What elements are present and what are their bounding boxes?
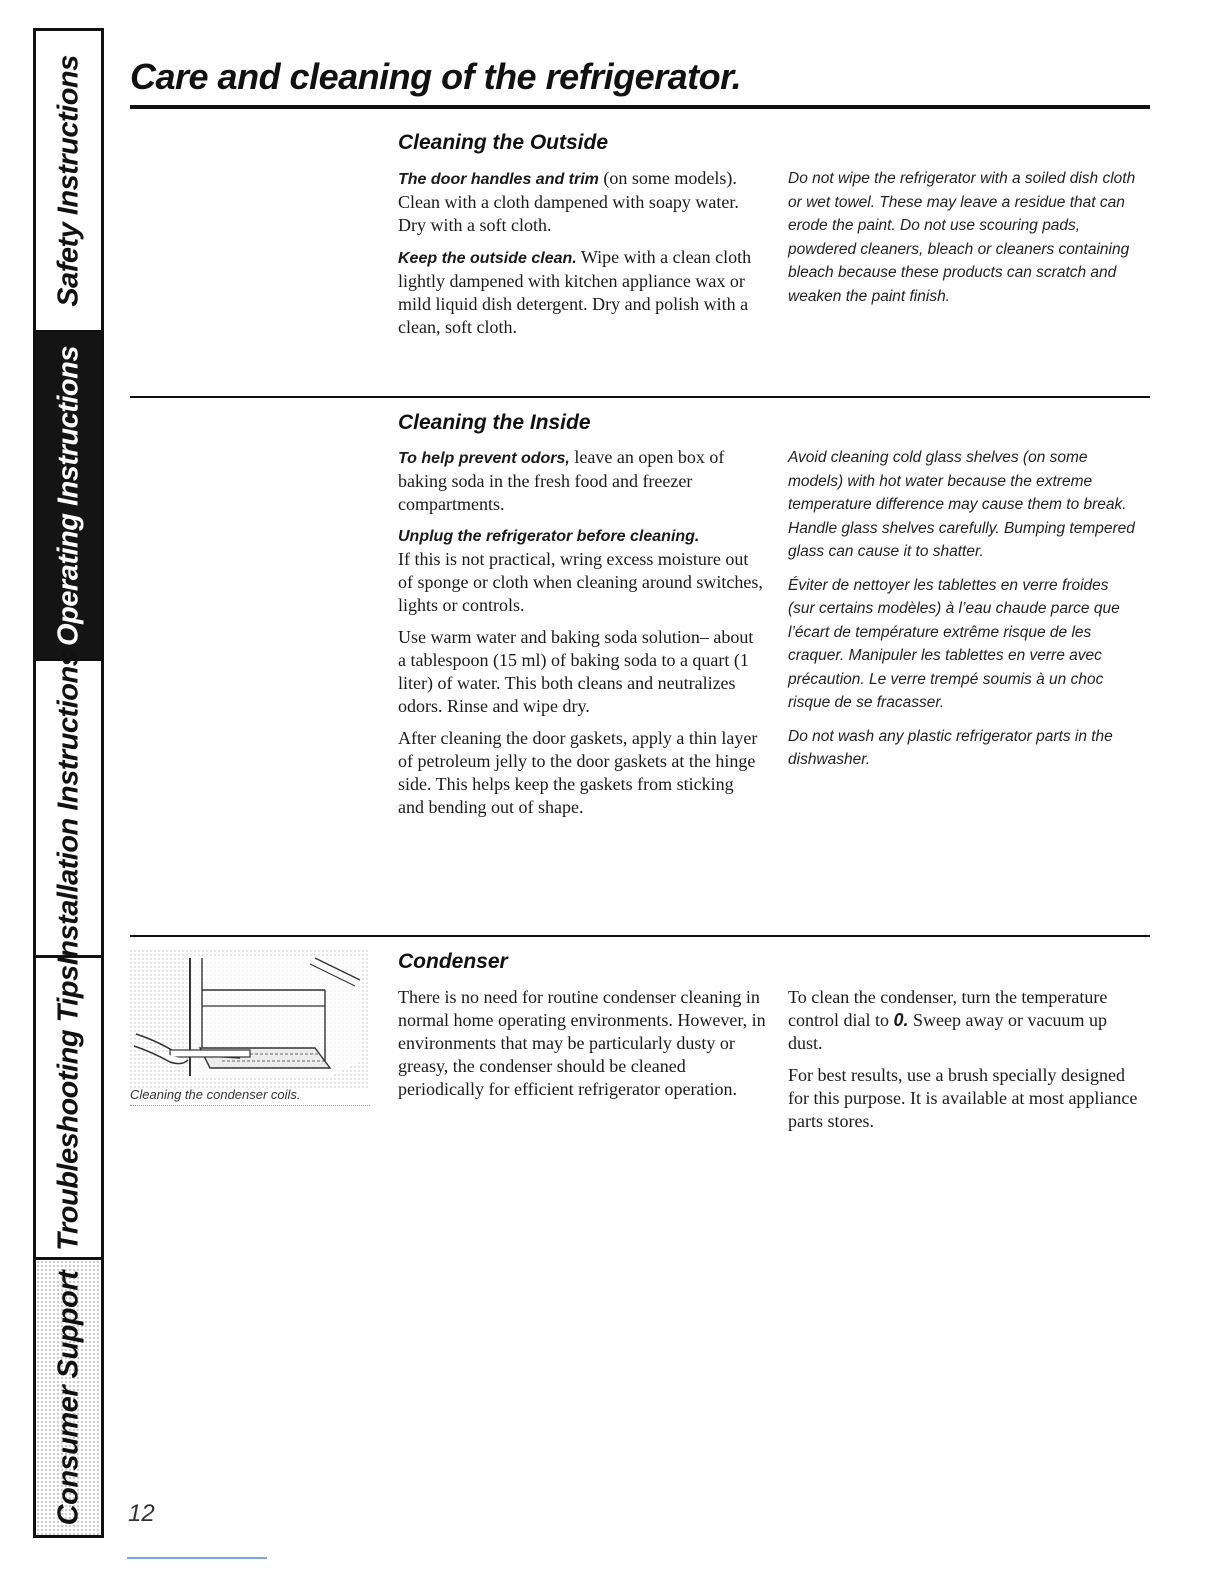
inside-note-1: Avoid cleaning cold glass shelves (on some models) with hot water because the extreme temperature difference may cause them to break. Handle glass shelves carefully. Bumping tempered glass can cause it to shatter. bbox=[788, 449, 1135, 560]
inside-paragraph-3: Use warm water and baking soda solution– about a tablespoon (15 ml) of baking soda to a quart (1 liter) of water. This both cleans and neutralizes odors. Rinse and wipe dry. bbox=[398, 627, 754, 716]
outside-p1-text: (on some models). Clean with a cloth dampened with soapy water. Dry with a soft cloth. bbox=[398, 168, 739, 235]
condenser-p2-pre: To clean the condenser, turn the temperature control dial to bbox=[788, 987, 1108, 1030]
section-divider bbox=[130, 935, 1150, 937]
inside-note-3: Do not wash any plastic refrigerator parts in the dishwasher. bbox=[788, 727, 1113, 768]
inside-body bbox=[398, 446, 763, 828]
outside-p1-lead: The door handles and trim bbox=[398, 171, 599, 188]
condenser-paragraph-1: There is no need for routine condenser cleaning in normal home operating environments. However, in environments that may be particularly dusty or greasy, the condenser should be cleaned periodically for efficient refrigerator operation. bbox=[398, 987, 766, 1099]
inside-notes bbox=[788, 446, 1138, 782]
inside-note-2: Éviter de nettoyer les tablettes en verre froides (sur certains modèles) à l’eau chaude parce que l’écart de température extrême risque de les craquer. Manipuler les tablettes en verre avec précaution. Le verre trempé soumis à un choc risque de se fracasser. bbox=[788, 576, 1120, 711]
outside-paragraph-2 bbox=[398, 246, 763, 339]
condenser-heading: Condenser bbox=[398, 950, 508, 973]
condenser-p2-post: Sweep away or vacuum up dust. bbox=[788, 1010, 1107, 1053]
outside-paragraph-1 bbox=[398, 167, 763, 237]
condenser-dial-setting: 0. bbox=[893, 1010, 909, 1030]
condenser-paragraph-2 bbox=[788, 986, 1143, 1055]
inside-p2-lead: Unplug the refrigerator before cleaning. bbox=[398, 528, 700, 545]
footer-line bbox=[127, 1557, 267, 1559]
tab-label: Consumer Support bbox=[52, 1270, 84, 1525]
inside-p2-text: If this is not practical, wring excess moisture out of sponge or cloth when cleaning around switches, lights or controls. bbox=[398, 549, 763, 615]
inside-paragraph-2 bbox=[398, 525, 763, 617]
tab-operating-instructions[interactable] bbox=[36, 333, 101, 661]
section-divider bbox=[130, 396, 1150, 398]
outside-note bbox=[788, 167, 1138, 318]
tab-label: Troubleshooting Tips bbox=[52, 964, 84, 1251]
condenser-body bbox=[398, 986, 768, 1110]
inside-paragraph-4: After cleaning the door gaskets, apply a thin layer of petroleum jelly to the door gaskets at the hinge side. This helps keep the gaskets from sticking and bending out of shape. bbox=[398, 728, 758, 817]
condenser-paragraph-3: For best results, use a brush specially designed for this purpose. It is available at most appliance parts stores. bbox=[788, 1065, 1138, 1131]
outside-body bbox=[398, 167, 763, 348]
condenser-figure-caption: Cleaning the condenser coils. bbox=[130, 1087, 370, 1106]
tab-label: Safety Instructions bbox=[52, 54, 84, 307]
tab-safety-instructions[interactable] bbox=[36, 31, 101, 333]
inside-heading: Cleaning the Inside bbox=[398, 411, 591, 434]
condenser-cleaning-illustration bbox=[130, 950, 370, 1090]
inside-paragraph-1 bbox=[398, 446, 763, 516]
tab-label: Installation Instructions bbox=[52, 650, 84, 966]
outside-heading: Cleaning the Outside bbox=[398, 131, 609, 154]
side-tabs bbox=[33, 28, 104, 1538]
inside-p1-text: leave an open box of baking soda in the fresh food and freezer compartments. bbox=[398, 447, 725, 514]
outside-note-text: Do not wipe the refrigerator with a soiled dish cloth or wet towel. These may leave a residue that can erode the paint. Do not use scouring pads, powdered cleaners, bleach or cleaners containing bleach because these products can scratch and weaken the paint finish. bbox=[788, 170, 1136, 305]
page-number: 12 bbox=[128, 1500, 155, 1527]
inside-p1-lead: To help prevent odors, bbox=[398, 450, 570, 467]
outside-p2-text: Wipe with a clean cloth lightly dampened with kitchen appliance wax or mild liquid dish detergent. Dry and polish with a clean, soft cloth. bbox=[398, 247, 752, 337]
tab-label: Operating Instructions bbox=[52, 345, 84, 646]
title-rule bbox=[130, 105, 1150, 109]
tab-consumer-support[interactable] bbox=[36, 1260, 101, 1535]
outside-p2-lead: Keep the outside clean. bbox=[398, 250, 577, 267]
condenser-body-right bbox=[788, 986, 1143, 1142]
page-title: Care and cleaning of the refrigerator. bbox=[130, 56, 742, 97]
tab-installation-instructions[interactable] bbox=[36, 650, 101, 966]
tab-troubleshooting-tips[interactable] bbox=[36, 958, 101, 1260]
